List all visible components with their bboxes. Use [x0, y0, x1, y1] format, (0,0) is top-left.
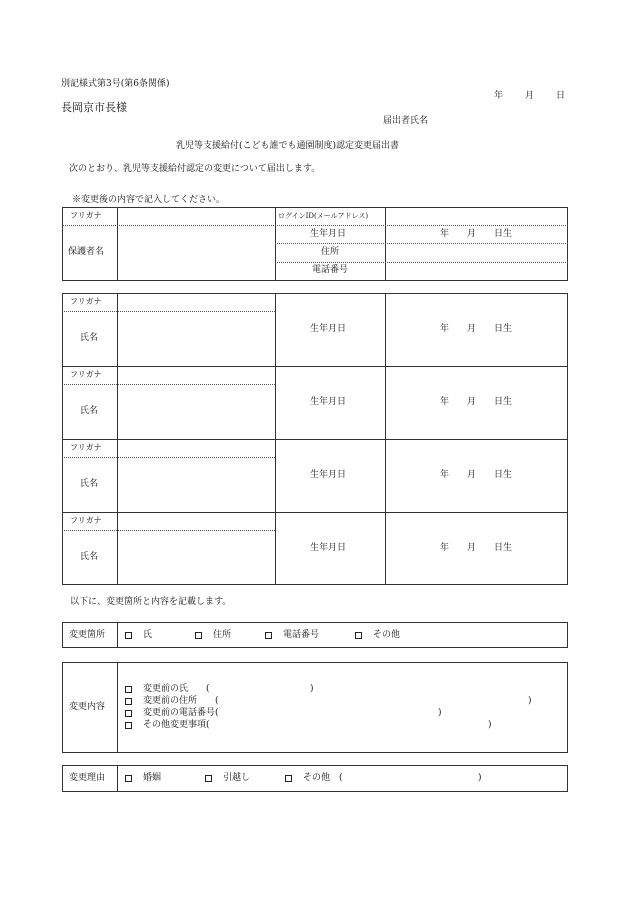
child-furigana-label: フリガナ	[70, 443, 102, 452]
child-birthdate-label: 生年月日	[310, 470, 347, 480]
change-location-other-checkbox[interactable]	[355, 632, 362, 639]
change-content-name-checkbox[interactable]	[125, 686, 132, 693]
change-content-other-checkbox[interactable]	[125, 722, 132, 729]
child-birthdate-value: 年 月 日生	[440, 397, 513, 407]
below-text: 以下に、変更箇所と内容を記載します。	[70, 597, 232, 607]
change-reason-marriage-checkbox[interactable]	[125, 775, 132, 782]
form-number: 別記様式第3号(第6条関係)	[61, 79, 170, 89]
child-name-label: 氏名	[80, 333, 99, 343]
intro-text: 次のとおり、乳児等支援給付認定の変更について届出します。	[69, 164, 321, 174]
child-name-label: 氏名	[80, 479, 99, 489]
child-birthdate-value: 年 月 日生	[440, 470, 513, 480]
change-content-address-label: 変更前の住所 (	[143, 696, 219, 706]
note-text: ※変更後の内容で記入してください。	[72, 195, 226, 205]
change-reason-other-label: その他 (	[303, 773, 343, 783]
change-reason-moving-checkbox[interactable]	[205, 775, 212, 782]
guardian-furigana-label: フリガナ	[70, 211, 102, 220]
change-content-label: 変更内容	[69, 702, 106, 712]
child-birthdate-label: 生年月日	[310, 324, 347, 334]
guardian-name-label: 保護者名	[68, 247, 105, 257]
date-day-label: 日	[556, 91, 566, 101]
change-reason-other-checkbox[interactable]	[285, 775, 292, 782]
change-content-table	[62, 662, 568, 753]
change-location-phone-checkbox[interactable]	[265, 632, 272, 639]
change-content-other-label: その他変更事項(	[143, 720, 210, 730]
change-location-other-label: その他	[373, 630, 401, 640]
form-title: 乳児等支援給付(こども誰でも通園制度)認定変更届出書	[176, 141, 400, 151]
child-name-label: 氏名	[80, 552, 99, 562]
change-location-address-checkbox[interactable]	[195, 632, 202, 639]
child-furigana-label: フリガナ	[70, 370, 102, 379]
guardian-birthdate-label: 生年月日	[310, 229, 347, 239]
change-location-name-label: 氏	[143, 630, 153, 640]
applicant-name-label: 届出者氏名	[383, 116, 429, 126]
change-content-phone-checkbox[interactable]	[125, 710, 132, 717]
child-birthdate-label: 生年月日	[310, 543, 347, 553]
change-content-other-close: )	[488, 720, 492, 730]
change-content-name-label: 変更前の氏 (	[143, 684, 210, 694]
change-content-name-close: )	[310, 684, 314, 694]
date-month-label: 月	[525, 91, 535, 101]
child-birthdate-value: 年 月 日生	[440, 324, 513, 334]
guardian-phone-label: 電話番号	[312, 265, 349, 275]
change-reason-moving-label: 引越し	[223, 773, 251, 783]
change-reason-other-close: )	[478, 773, 482, 783]
change-location-name-checkbox[interactable]	[125, 632, 132, 639]
change-content-address-close: )	[528, 696, 532, 706]
child-name-label: 氏名	[80, 406, 99, 416]
date-year-label: 年	[494, 91, 504, 101]
change-location-phone-label: 電話番号	[283, 630, 320, 640]
change-location-label: 変更箇所	[69, 630, 106, 640]
child-furigana-label: フリガナ	[70, 516, 102, 525]
change-content-phone-close: )	[438, 708, 442, 718]
child-furigana-label: フリガナ	[70, 297, 102, 306]
guardian-address-label: 住所	[321, 247, 340, 257]
change-content-address-checkbox[interactable]	[125, 698, 132, 705]
change-reason-label: 変更理由	[69, 773, 106, 783]
child-birthdate-value: 年 月 日生	[440, 543, 513, 553]
guardian-birthdate-value: 年 月 日生	[440, 229, 513, 239]
child-birthdate-label: 生年月日	[310, 397, 347, 407]
addressee: 長岡京市長様	[61, 101, 127, 114]
change-reason-marriage-label: 婚姻	[143, 773, 162, 783]
login-id-label: ログインID(メールアドレス)	[278, 212, 369, 220]
change-content-phone-label: 変更前の電話番号(	[143, 708, 219, 718]
change-location-address-label: 住所	[213, 630, 232, 640]
